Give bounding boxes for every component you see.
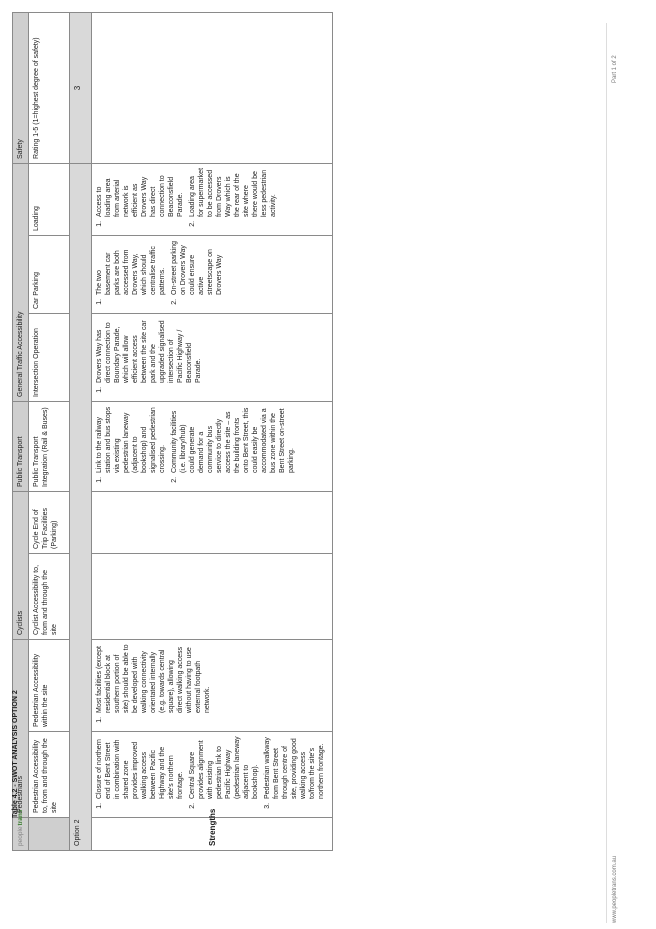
list-car-parking	[95, 240, 224, 309]
list-item: 3. Pedestrian walkway from Bent Street through centre of site, providing good walking access to/from the site's northern frontage.	[263, 736, 326, 801]
group-cyclists: Cyclists	[13, 492, 29, 640]
table-title: Table 4.2 - SWOT ANALYSIS OPTION 2	[12, 690, 19, 818]
list-ped-to	[95, 736, 326, 813]
group-safety: Safety	[13, 12, 29, 163]
option-label: Option 2	[70, 163, 92, 850]
group-public-transport: Public Transport	[13, 402, 29, 492]
list-item: 1. Access to loading area from arterial network is efficient as Drovers Way has direct connection to Beaconsfield Parade.	[95, 168, 185, 219]
footer-url: www.peopletrans.com.au	[612, 855, 618, 923]
logo-text-people: people	[17, 826, 24, 846]
list-ped-within	[95, 644, 212, 727]
list-item: 1. Link to the railway station and bus stops via existing pedestrian laneway (adjacent to bookshop) and signalised pedestrian crossing.	[95, 406, 167, 475]
cell-loading	[92, 163, 333, 235]
cell-ped-within	[92, 640, 333, 732]
cell-safety	[92, 12, 333, 163]
footer-page-number: Part 1 of 2	[612, 55, 618, 83]
subheader-int-op: Intersection Operation	[29, 314, 70, 402]
list-pt	[95, 406, 296, 487]
subheader-blank	[29, 818, 70, 851]
cell-ped-to	[92, 732, 333, 818]
swot-table	[12, 12, 333, 851]
subheader-pt: Public Transport Integration (Rail & Buses)	[29, 402, 70, 492]
safety-rating-value: 3	[70, 12, 92, 163]
logo-text-trans: trans	[17, 809, 24, 826]
group-general-traffic: General Traffic Accessibility	[13, 163, 29, 401]
subheader-loading: Loading	[29, 163, 70, 235]
subheader-rating: Rating 1-5 (1=highest degree of safety)	[29, 12, 70, 163]
list-item: 1. Closure of northern end of Bent Street in combination with shared zone provides improved walking access between Pacific Highway and the site's northern frontage.	[95, 736, 185, 801]
subheader-ped-to: Pedestrian Accessibility to, from and through the site	[29, 732, 70, 818]
list-item: 2. On-street parking on Drovers Way could ensure active streetscape on Drovers Way	[170, 240, 224, 297]
company-logo	[16, 809, 25, 846]
row-label-strengths: Strengths	[92, 818, 333, 851]
cell-int-op	[92, 314, 333, 402]
subheader-row	[29, 12, 70, 850]
subheader-cyc-end: Cycle End of Trip Facilities (Parking)	[29, 492, 70, 554]
cell-cyc-end	[92, 492, 333, 554]
list-int-op	[95, 318, 203, 397]
cell-pt	[92, 402, 333, 492]
option-band-row	[70, 12, 92, 850]
list-item: 1. The two basement car parks are both accessed from Drovers Way, which should centralise traffic patterns.	[95, 240, 167, 297]
subheader-car-parking: Car Parking	[29, 236, 70, 314]
list-item: 2. Community facilities (i.e. library/hub) could generate demand for a community bus service to directly access the site – as the building fronts onto Bent Street, this could easily be accommodated via a bus zone within the Bent Street on-street parking.	[170, 406, 296, 475]
list-item: 2. Central Square provides alignment with existing pedestrian link to Pacific Highway (pedestrian laneway adjacent to bookshop).	[188, 736, 260, 801]
logo-cell	[13, 809, 29, 851]
subheader-ped-within: Pedestrian Accessibility within the site	[29, 640, 70, 732]
cell-car-parking	[92, 236, 333, 314]
group-pedestrians: Pedestrians	[13, 640, 29, 818]
list-item: 2. Loading area for supermarket to be accessed from Drovers Way which is the rear of the site where there would be less pedestrian activity.	[188, 168, 278, 219]
strengths-row	[92, 12, 333, 850]
cell-cyc-to	[92, 554, 333, 640]
list-loading	[95, 168, 278, 231]
footer-divider	[606, 23, 607, 923]
list-item: 1. Most facilities (except residential block at southern portion of site) should be able to be developed with walking connectivity orientated internally (e.g. towards central square), allowing direct walking access without having to use external footpath network.	[95, 644, 212, 715]
list-item: 1. Drovers Way has direct connection to Boundary Parade, which will allow efficient access between the site car park and the upgraded signalised intersection of Pacific Highway / Beaconsfield Parade.	[95, 318, 203, 385]
subheader-cyc-to: Cyclist Accessibility to, from and through the site	[29, 554, 70, 640]
